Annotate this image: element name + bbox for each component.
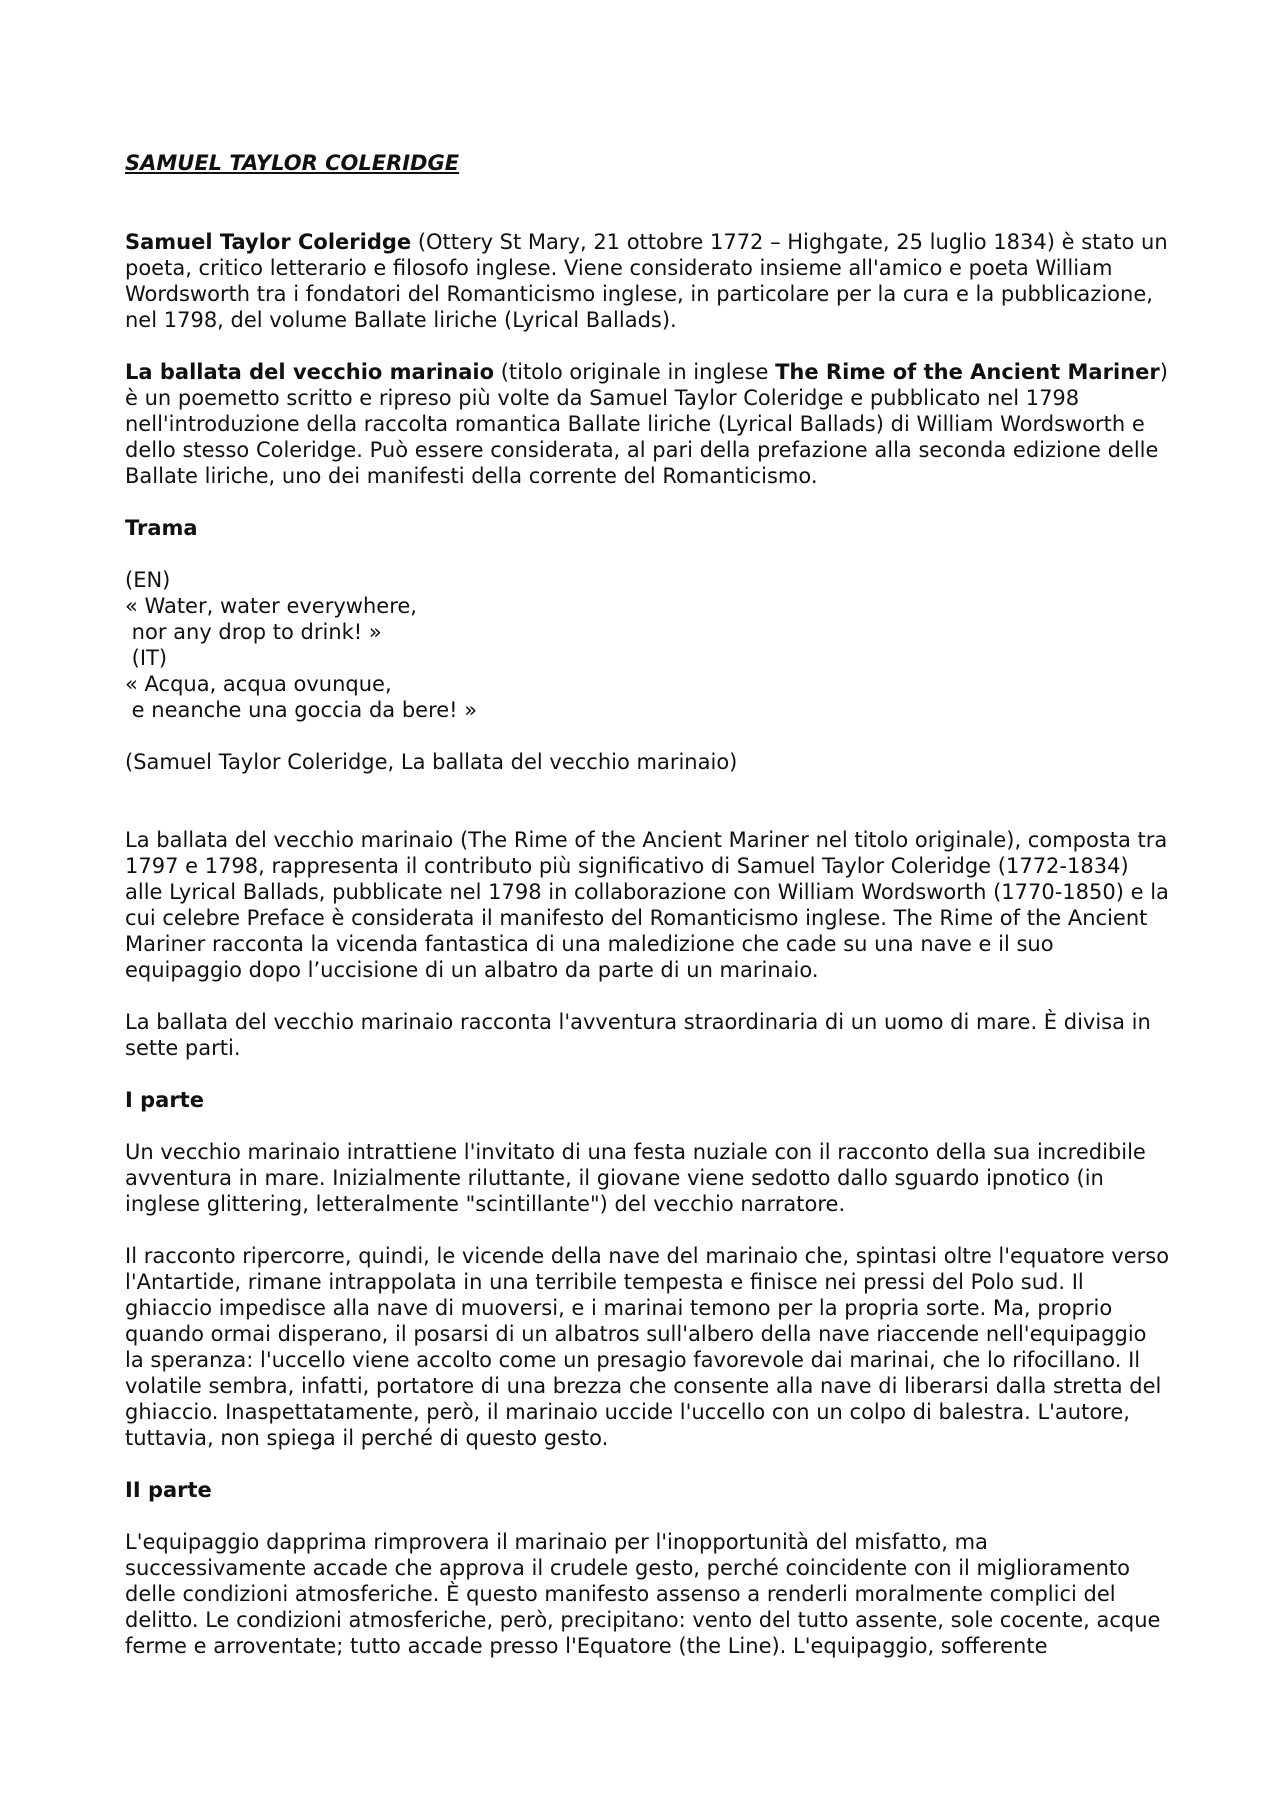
ballata-text-2: ) è un poemetto scritto e ripreso più volte da Samuel Taylor Coleridge e pubblicato nel 1798 nell'introduzione della raccolta romantica Ballate liriche (Lyrical Ballads) di William Wordsworth e dello stesso Coleridge. Può essere considerata, al pari della prefazione alla seconda edizione delle Ballate liriche, uno dei manifesti della corrente del Romanticismo. <box>125 360 1168 488</box>
structure-paragraph: La ballata del vecchio marinaio racconta l'avventura straordinaria di un uomo di mare. È divisa in sette parti. <box>125 1010 1151 1060</box>
quote-it-label: (IT) <box>125 646 168 670</box>
intro-paragraph <box>125 229 1170 333</box>
summary-paragraph: La ballata del vecchio marinaio (The Rime of the Ancient Mariner nel titolo originale), composta tra 1797 e 1798, rappresenta il contributo più significativo di Samuel Taylor Coleridge (1772-1834) alle Lyrical Ballads, pubblicate nel 1798 in collaborazione con William Wordsworth (1770-1850) e la cui celebre Preface è considerata il manifesto del Romanticismo inglese. The Rime of the Ancient Mariner racconta la vicenda fantastica di una maledizione che cade su una nave e il suo equipaggio dopo l’uccisione di un albatro da parte di un marinaio. <box>125 828 1169 982</box>
quote-it-line-1: « Acqua, acqua ovunque, <box>125 672 392 696</box>
parte-1-heading: I parte <box>125 1088 204 1112</box>
document-page <box>125 150 1170 1685</box>
parte-1-paragraph-1: Un vecchio marinaio intrattiene l'invitato di una festa nuziale con il racconto della sua incredibile avventura in mare. Inizialmente riluttante, il giovane viene sedotto dallo sguardo ipnotico (in inglese glittering, letteralmente "scintillante") del vecchio narratore. <box>125 1140 1146 1216</box>
parte-1-paragraph-2: Il racconto ripercorre, quindi, le vicende della nave del marinaio che, spintasi oltre l'equatore verso l'Antartide, rimane intrappolata in una terribile tempesta e finisce nei pressi del Polo sud. Il ghiaccio impedisce alla nave di muoversi, e i marinai temono per la propria sorte. Ma, proprio quando ormai disperano, il posarsi di un albatros sull'albero della nave riaccende nell'equipaggio la speranza: l'uccello viene accolto come un presagio favorevole dai marinai, che lo rifocillano. Il volatile sembra, infatti, portatore di una brezza che consente alla nave di liberarsi dalla stretta del ghiaccio. Inaspettatamente, però, il marinaio uccide l'uccello con un colpo di balestra. L'autore, tuttavia, non spiega il perché di questo gesto. <box>125 1244 1170 1450</box>
parte-2-heading: II parte <box>125 1478 212 1502</box>
quote-en-line-1: « Water, water everywhere, <box>125 594 417 618</box>
ballata-title-it: La ballata del vecchio marinaio <box>125 360 495 384</box>
quote-citation: (Samuel Taylor Coleridge, La ballata del vecchio marinaio) <box>125 750 738 774</box>
parte-2-paragraph-1: L'equipaggio dapprima rimprovera il marinaio per l'inopportunità del misfatto, ma successivamente accade che approva il crudele gesto, perché coincidente con il miglioramento delle condizioni atmosferiche. È questo manifesto assenso a renderli moralmente complici del delitto. Le condizioni atmosferiche, però, precipitano: vento del tutto assente, sole cocente, acque ferme e arroventate; tutto accade presso l'Equatore (the Line). L'equipaggio, sofferente <box>125 1530 1161 1658</box>
document-title: SAMUEL TAYLOR COLERIDGE <box>125 151 460 175</box>
quote-it-line-2: e neanche una goccia da bere! » <box>125 698 478 722</box>
quote-block <box>125 567 1170 723</box>
ballata-paragraph <box>125 359 1170 489</box>
intro-text: (Ottery St Mary, 21 ottobre 1772 – Highgate, 25 luglio 1834) è stato un poeta, critico letterario e filosofo inglese. Viene considerato insieme all'amico e poeta William Wordsworth tra i fondatori del Romanticismo inglese, in particolare per la cura e la pubblicazione, nel 1798, del volume Ballate liriche (Lyrical Ballads). <box>125 230 1168 332</box>
intro-name: Samuel Taylor Coleridge <box>125 230 412 254</box>
ballata-text-1: (titolo originale in inglese <box>494 360 776 384</box>
ballata-title-en: The Rime of the Ancient Mariner <box>775 360 1160 384</box>
trama-heading: Trama <box>125 516 198 540</box>
quote-en-label: (EN) <box>125 568 171 592</box>
quote-en-line-2: nor any drop to drink! » <box>125 620 382 644</box>
